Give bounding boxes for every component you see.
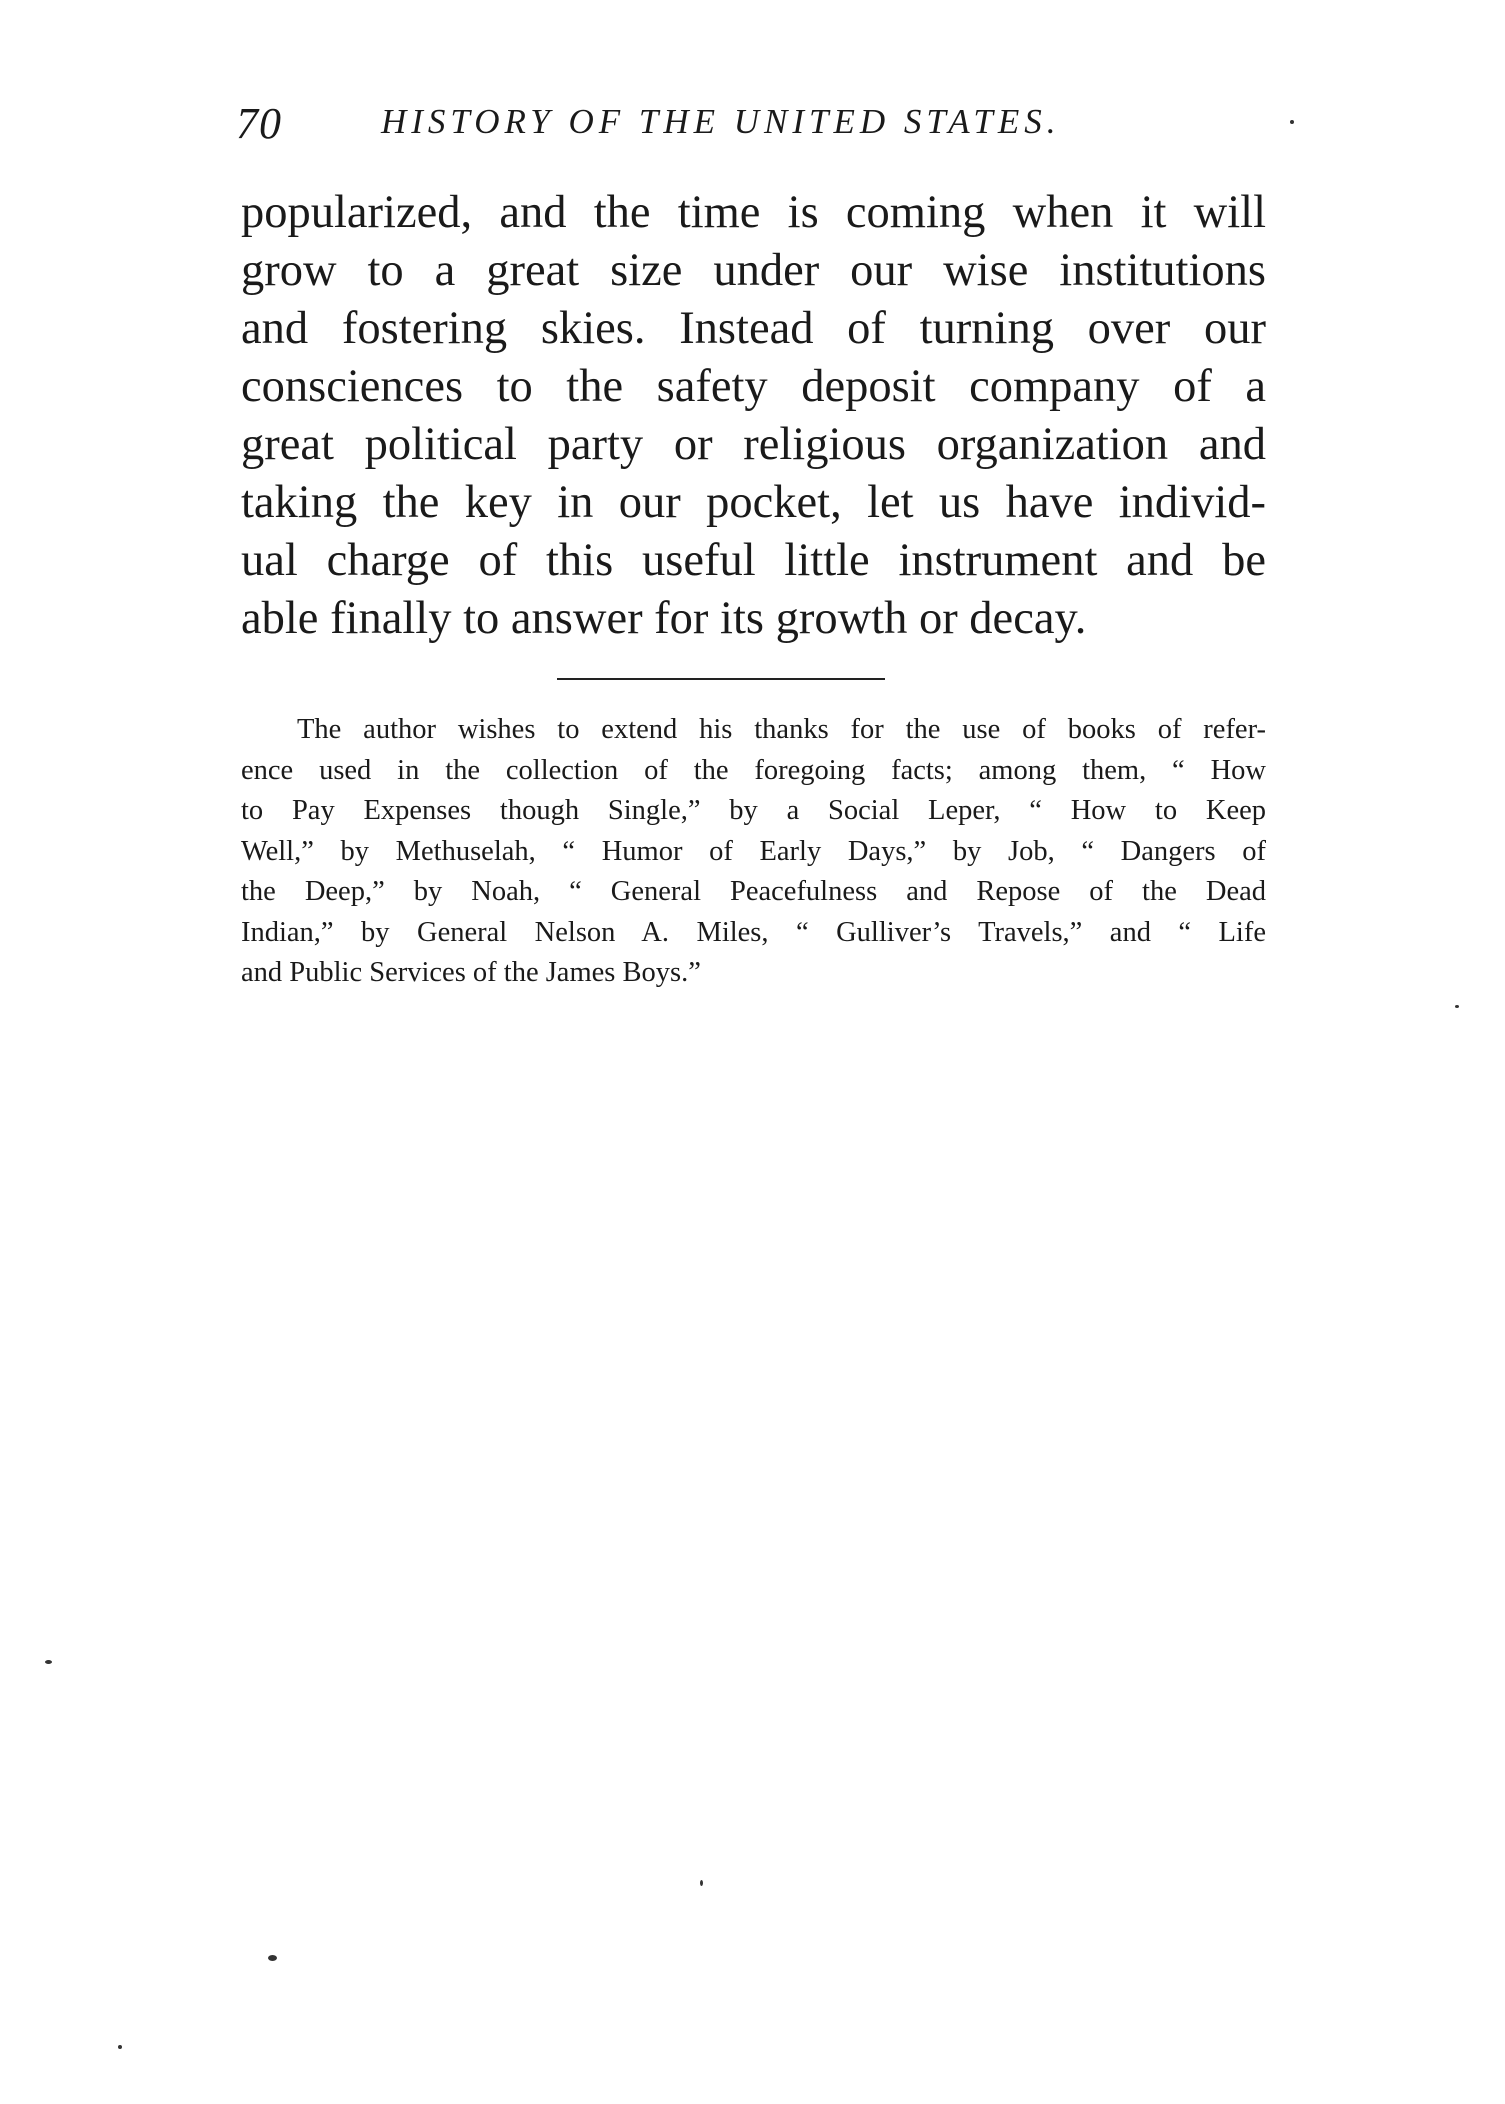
scan-speck	[1290, 120, 1294, 124]
body-line: great political party or religious organization and	[241, 419, 1266, 470]
scan-speck	[118, 2045, 122, 2049]
scan-speck	[45, 1660, 52, 1664]
scan-speck	[1455, 1005, 1459, 1008]
footnote-line: The author wishes to extend his thanks for the use of books of refer-	[297, 714, 1266, 745]
body-line: consciences to the safety deposit company of a	[241, 361, 1266, 412]
body-line: able finally to answer for its growth or decay.	[241, 593, 1087, 644]
body-line: ual charge of this useful little instrument and be	[241, 535, 1266, 586]
footnote-line: and Public Services of the James Boys.”	[241, 957, 701, 988]
footnote-line: Well,” by Methuselah, “ Humor of Early Days,” by Job, “ Dangers of	[241, 835, 1266, 867]
footnote-line: ence used in the collection of the foregoing facts; among them, “ How	[241, 754, 1266, 786]
page-number: 70	[236, 99, 282, 148]
running-title: HISTORY OF THE UNITED STATES.	[381, 102, 1061, 141]
section-divider	[557, 678, 885, 680]
body-line: grow to a great size under our wise institutions	[241, 245, 1266, 296]
footnote-line: to Pay Expenses though Single,” by a Social Leper, “ How to Keep	[241, 795, 1266, 826]
running-head	[236, 98, 1266, 148]
scan-speck	[268, 1955, 277, 1961]
body-line: popularized, and the time is coming when it will	[241, 187, 1266, 238]
footnote-line: Indian,” by General Nelson A. Miles, “ Gulliver’s Travels,” and “ Life	[241, 916, 1266, 948]
body-line: and fostering skies. Instead of turning over our	[241, 303, 1266, 354]
footnote	[241, 710, 1266, 994]
body-paragraph	[241, 184, 1266, 648]
body-line: taking the key in our pocket, let us have individ-	[241, 477, 1266, 528]
footnote-line: the Deep,” by Noah, “ General Peacefulness and Repose of the Dead	[241, 876, 1266, 907]
scan-speck	[700, 1880, 703, 1886]
